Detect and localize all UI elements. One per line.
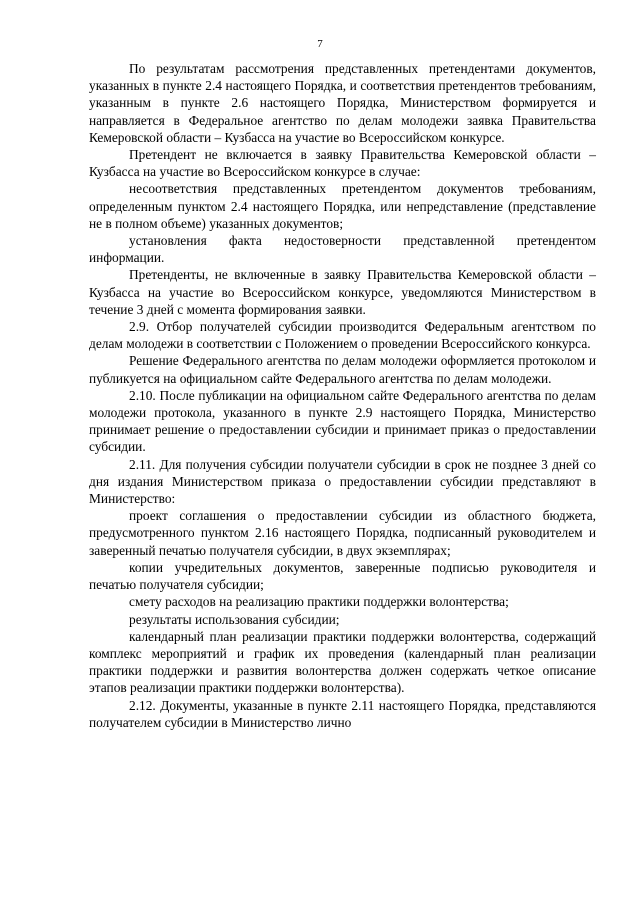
paragraph-2-11: 2.11. Для получения субсидии получатели субсидии в срок не позднее 3 дней со дня издания Министерством приказа о предоставлении субсидии представляют в Министерство: xyxy=(89,456,596,507)
paragraph-agreement-draft: проект соглашения о предоставлении субсидии из областного бюджета, предусмотренного пунктом 2.16 настоящего Порядка, подписанный руководителем и заверенный печатью получателя субсидии, в двух экземплярах; xyxy=(89,508,596,558)
paragraph-exclusion-intro: Претендент не включается в заявку Правительства Кемеровской области – Кузбасса на участие во Всероссийском конкурсе в случае: xyxy=(89,147,596,180)
paragraph-founding-docs: копии учредительных документов, заверенные подписью руководителя и печатью получателя субсидии; xyxy=(89,559,596,593)
document-body xyxy=(89,60,596,731)
paragraph-2-12: 2.12. Документы, указанные в пункте 2.11 настоящего Порядка, представляются получателем субсидии в Министерство лично xyxy=(89,697,596,730)
page-number: 7 xyxy=(317,38,323,50)
paragraph-exclusion-mismatch: несоответствия представленных претендентом документов требованиям, определенным пунктом 2.4 настоящего Порядка, или непредставление (представление не в полном объеме) указанных документов; xyxy=(89,181,596,231)
paragraph-review-results: По результатам рассмотрения представленных претендентами документов, указанных в пункте 2.4 настоящего Порядка, и соответствия претендентов требованиям, указанным в пункте 2.6 настоящего Порядка, Министерством формируется и направляется в Федеральное агентство по делам молодежи заявка Правительства Кемеровской области – Кузбасса на участие во Всероссийском конкурсе. xyxy=(89,61,596,145)
paragraph-notification: Претенденты, не включенные в заявку Правительства Кемеровской области – Кузбасса на участие во Всероссийском конкурсе, уведомляются Министерством в течение 3 дней с момента формирования заявки. xyxy=(89,267,596,317)
paragraph-2-9: 2.9. Отбор получателей субсидии производится Федеральным агентством по делам молодежи в соответствии с Положением о проведении Всероссийского конкурса. xyxy=(89,319,596,352)
paragraph-results: результаты использования субсидии; xyxy=(129,611,340,627)
paragraph-2-10: 2.10. После публикации на официальном сайте Федерального агентства по делам молодежи протокола, указанного в пункте 2.9 настоящего Порядка, Министерство принимает решение о предоставлении субсидии и принимает приказ о предоставлении субсидии. xyxy=(89,387,596,455)
paragraph-protocol: Решение Федерального агентства по делам молодежи оформляется протоколом и публикуется на официальном сайте Федерального агентства по делам молодежи. xyxy=(89,353,596,386)
paragraph-exclusion-unreliable: установления факта недостоверности представленной претендентом информации. xyxy=(89,233,596,266)
paragraph-calendar-plan: календарный план реализации практики поддержки волонтерства, содержащий комплекс мероприятий и график их проведения (календарный план реализации практики поддержки и развития волонтерства должен содержать четкое описание этапов реализации практики поддержки волонтерства). xyxy=(89,628,596,696)
paragraph-cost-estimate: смету расходов на реализацию практики поддержки волонтерства; xyxy=(129,594,509,610)
